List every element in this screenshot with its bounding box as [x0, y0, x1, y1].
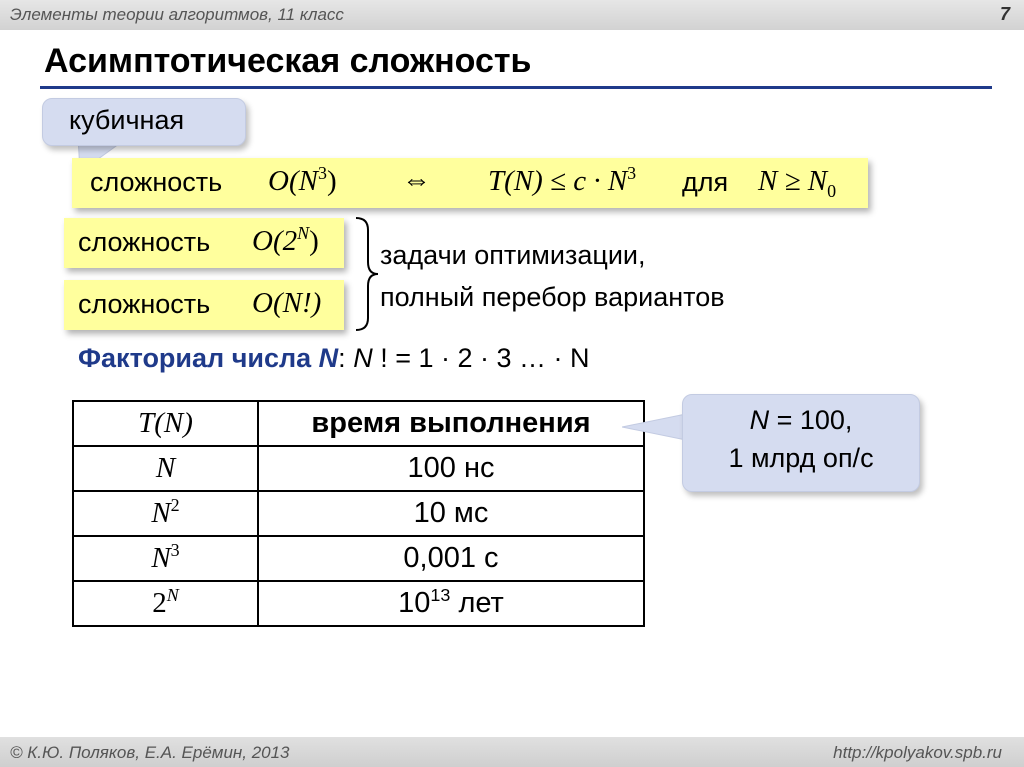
- params-line2: 1 млрд оп/с: [728, 443, 874, 473]
- header-runtime: время выполнения: [258, 401, 644, 446]
- brace-note-line2: полный перебор вариантов: [380, 282, 725, 312]
- table-header-row: [73, 401, 644, 446]
- footer-bar: [0, 737, 1024, 767]
- callout-cubic: [42, 98, 246, 146]
- header-tn: T(N): [73, 401, 258, 446]
- params-callout: [682, 394, 920, 492]
- factorial-expr: ! = 1 · 2 · 3 … · N: [372, 343, 590, 373]
- exponential-complexity-box: [64, 218, 344, 268]
- exp-notation: $O(2^N)$: [252, 223, 319, 257]
- callout-cubic-text: кубичная: [69, 105, 185, 135]
- factorial-definition: Факториал числа N: N ! = 1 · 2 · 3 … · N: [78, 343, 590, 373]
- brace-note-line1: задачи оптимизации,: [380, 240, 646, 270]
- fact-label: сложность: [78, 289, 211, 319]
- curly-brace-icon: [352, 216, 382, 332]
- cubic-notation: $O(N^3)$: [268, 163, 337, 197]
- table-row: $N^2$ 10 мс: [73, 491, 644, 536]
- table-row: $2^N$ $10^{13}$ лет: [73, 581, 644, 626]
- slide-title: Асимптотическая сложность: [44, 42, 532, 80]
- cubic-condition: $N \ge N_0$: [758, 165, 837, 201]
- factorial-complexity-box: [64, 280, 344, 330]
- slide-number: 7: [999, 4, 1010, 24]
- cubic-bound: $T(N) \le c \cdot N^3$: [488, 163, 637, 197]
- table-row: N 100 нс: [73, 446, 644, 491]
- footer-site-link[interactable]: http://kpolyakov.spb.ru: [833, 743, 1002, 762]
- params-callout-pointer: [622, 412, 688, 442]
- cubic-label: сложность: [90, 167, 223, 197]
- runtime-table: [72, 400, 645, 627]
- course-title: Элементы теории алгоритмов, 11 класс: [10, 5, 344, 24]
- header-bar: [0, 0, 1024, 30]
- cubic-for-word: для: [682, 167, 729, 197]
- table-row: $N^3$ 0,001 с: [73, 536, 644, 581]
- title-underline: [40, 86, 992, 89]
- footer-authors: © К.Ю. Поляков, Е.А. Ерёмин, 2013: [10, 743, 290, 762]
- exp-label: сложность: [78, 227, 211, 257]
- cubic-complexity-box: [72, 158, 868, 208]
- factorial-expr-var: N: [353, 343, 373, 373]
- factorial-label: Факториал числа N: [78, 343, 339, 373]
- params-line1: N = 100,: [749, 405, 853, 435]
- fact-notation: O(N!): [252, 287, 322, 319]
- equivalence-symbol: ⇔: [402, 164, 431, 196]
